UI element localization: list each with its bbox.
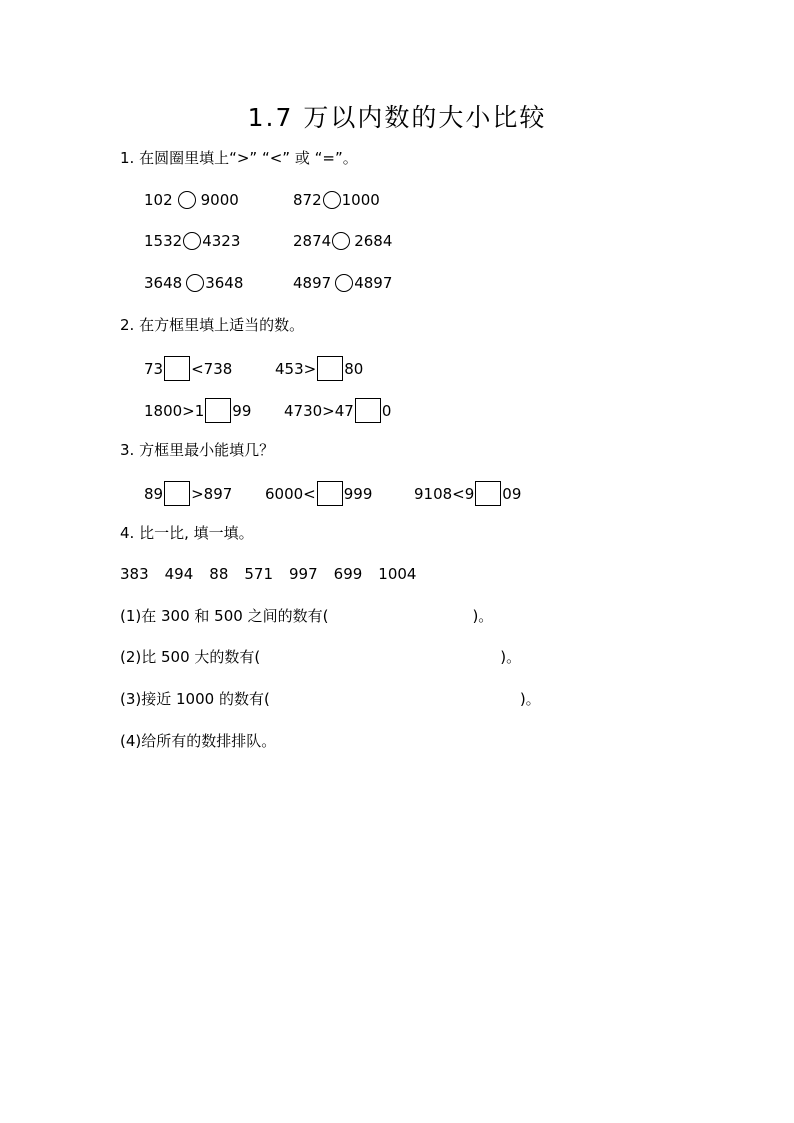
q1-item bbox=[144, 190, 239, 210]
q1-heading: 1. 在圆圈里填上“>” “<” 或 “=”。 bbox=[120, 149, 358, 167]
q2-before-text: 453> bbox=[275, 359, 317, 378]
q2-item bbox=[144, 398, 251, 423]
q4-sub2-text: (2)比 500 大的数有( bbox=[120, 648, 261, 666]
q3-before-text: 89 bbox=[144, 484, 164, 503]
q4-sub3-close: )。 bbox=[519, 690, 541, 708]
q2-before-text: 73 bbox=[144, 359, 164, 378]
q3-after-text: >897 bbox=[191, 484, 233, 503]
q4-sub3-text: (3)接近 1000 的数有( bbox=[120, 690, 270, 708]
answer-circle[interactable] bbox=[332, 232, 350, 250]
q4-sub3 bbox=[120, 689, 541, 709]
page-title: 1.7 万以内数的大小比较 bbox=[247, 103, 547, 132]
answer-box[interactable] bbox=[205, 398, 231, 423]
q4-number-list bbox=[120, 564, 416, 584]
answer-box[interactable] bbox=[164, 356, 190, 381]
answer-circle[interactable] bbox=[178, 191, 196, 209]
q3-after-text: 999 bbox=[343, 484, 373, 503]
q3-heading: 3. 方框里最小能填几？ bbox=[120, 441, 275, 459]
answer-box[interactable] bbox=[317, 356, 343, 381]
number-item: 383 bbox=[120, 565, 149, 583]
q2-after-text: 0 bbox=[381, 401, 392, 420]
q1-right-number: 2684 bbox=[354, 232, 393, 250]
q1-left-number: 872 bbox=[293, 191, 322, 209]
number-item: 494 bbox=[164, 565, 194, 583]
q4-sub2-close: )。 bbox=[500, 648, 522, 666]
q1-right-number: 9000 bbox=[200, 191, 239, 209]
q1-left-number: 4897 bbox=[293, 274, 332, 292]
q1-item bbox=[293, 273, 392, 293]
q1-item bbox=[293, 190, 380, 210]
q2-after-text: 99 bbox=[232, 401, 252, 420]
number-item: 1004 bbox=[378, 565, 417, 583]
q1-right-number: 1000 bbox=[341, 191, 380, 209]
q3-item bbox=[414, 481, 521, 506]
q4-sub1 bbox=[120, 606, 493, 626]
q2-item bbox=[144, 356, 232, 381]
q4-sub1-close: )。 bbox=[472, 607, 494, 625]
answer-circle[interactable] bbox=[183, 232, 201, 250]
q1-item bbox=[144, 273, 243, 293]
q1-left-number: 2874 bbox=[293, 232, 332, 250]
answer-box[interactable] bbox=[317, 481, 343, 506]
q1-right-number: 3648 bbox=[205, 274, 244, 292]
q1-item bbox=[144, 231, 240, 251]
number-item: 571 bbox=[244, 565, 274, 583]
number-item: 997 bbox=[289, 565, 318, 583]
q4-heading: 4. 比一比, 填一填。 bbox=[120, 524, 254, 542]
number-item: 88 bbox=[209, 565, 229, 583]
answer-box[interactable] bbox=[355, 398, 381, 423]
q2-item bbox=[284, 398, 391, 423]
q3-item bbox=[265, 481, 372, 506]
q1-right-number: 4323 bbox=[202, 232, 241, 250]
q2-after-text: 80 bbox=[344, 359, 364, 378]
q4-sub1-text: (1)在 300 和 500 之间的数有( bbox=[120, 607, 329, 625]
answer-circle[interactable] bbox=[335, 274, 353, 292]
q2-heading: 2. 在方框里填上适当的数。 bbox=[120, 316, 305, 334]
q3-item bbox=[144, 481, 232, 506]
number-item: 699 bbox=[333, 565, 363, 583]
q2-before-text: 1800>1 bbox=[144, 401, 205, 420]
q2-item bbox=[275, 356, 363, 381]
q3-before-text: 9108<9 bbox=[414, 484, 475, 503]
answer-box[interactable] bbox=[475, 481, 501, 506]
q1-left-number: 3648 bbox=[144, 274, 183, 292]
q4-sub4: (4)给所有的数排排队。 bbox=[120, 732, 277, 750]
q2-before-text: 4730>47 bbox=[284, 401, 354, 420]
q1-left-number: 1532 bbox=[144, 232, 183, 250]
q1-item bbox=[293, 231, 392, 251]
q3-before-text: 6000< bbox=[265, 484, 316, 503]
answer-circle[interactable] bbox=[323, 191, 341, 209]
answer-box[interactable] bbox=[164, 481, 190, 506]
q4-sub2 bbox=[120, 647, 521, 667]
q1-right-number: 4897 bbox=[354, 274, 393, 292]
answer-circle[interactable] bbox=[186, 274, 204, 292]
q3-after-text: 09 bbox=[502, 484, 522, 503]
q2-after-text: <738 bbox=[191, 359, 233, 378]
q1-left-number: 102 bbox=[144, 191, 173, 209]
